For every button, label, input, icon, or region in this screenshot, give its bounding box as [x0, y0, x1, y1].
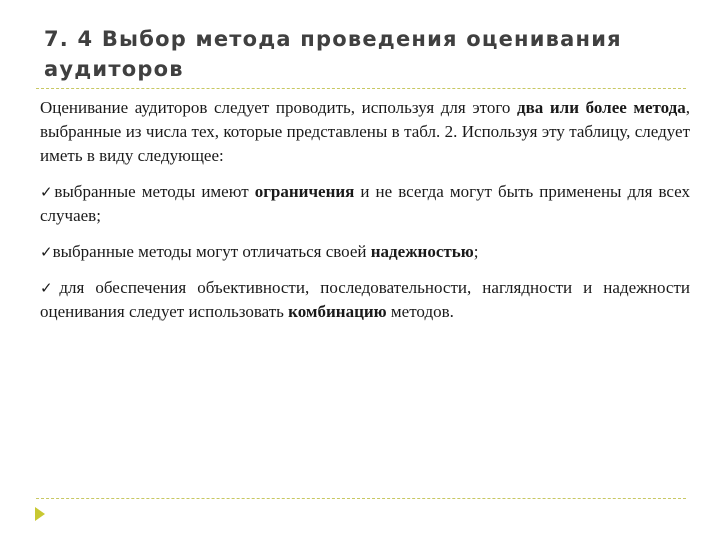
- bullet-emphasis: комбинацию: [288, 302, 387, 321]
- bullet-text: выбранные методы имеют: [54, 182, 255, 201]
- checkmark-icon: ✓: [40, 279, 60, 297]
- intro-emphasis: два или более метода: [516, 98, 686, 117]
- triangle-marker-icon: [35, 507, 45, 521]
- intro-text: Оценивание аудиторов следует проводить, используя для этого: [40, 98, 517, 117]
- bullet-text: выбранные методы могут отличаться своей: [52, 242, 371, 261]
- bullet-text: для обеспечения объективности, последовательности, наглядности и надежности оценивания следует использовать: [40, 278, 690, 321]
- intro-paragraph: [40, 96, 690, 168]
- bullet-item: [40, 276, 690, 324]
- checkmark-icon: ✓: [40, 243, 53, 261]
- bottom-divider: [36, 498, 686, 499]
- intro-text-continued: , выбранные из числа тех, которые представлены в табл. 2. Используя эту таблицу, следует иметь в виду следующее:: [40, 98, 690, 165]
- bullet-text-end: и не всегда могут быть применены для всех случаев;: [40, 182, 690, 225]
- slide-title: 7. 4 Выбор метода проведения оценивания аудиторов: [44, 27, 622, 81]
- top-divider: [36, 88, 686, 89]
- slide-body: [40, 96, 690, 336]
- bullet-emphasis: ограничения: [254, 182, 355, 201]
- bullet-text-end: методов.: [386, 302, 454, 321]
- bullet-item: [40, 240, 690, 264]
- checkmark-icon: ✓: [40, 183, 55, 201]
- bullet-item: [40, 180, 690, 228]
- bullet-text-end: ;: [473, 242, 479, 261]
- bullet-emphasis: надежностью: [370, 242, 474, 261]
